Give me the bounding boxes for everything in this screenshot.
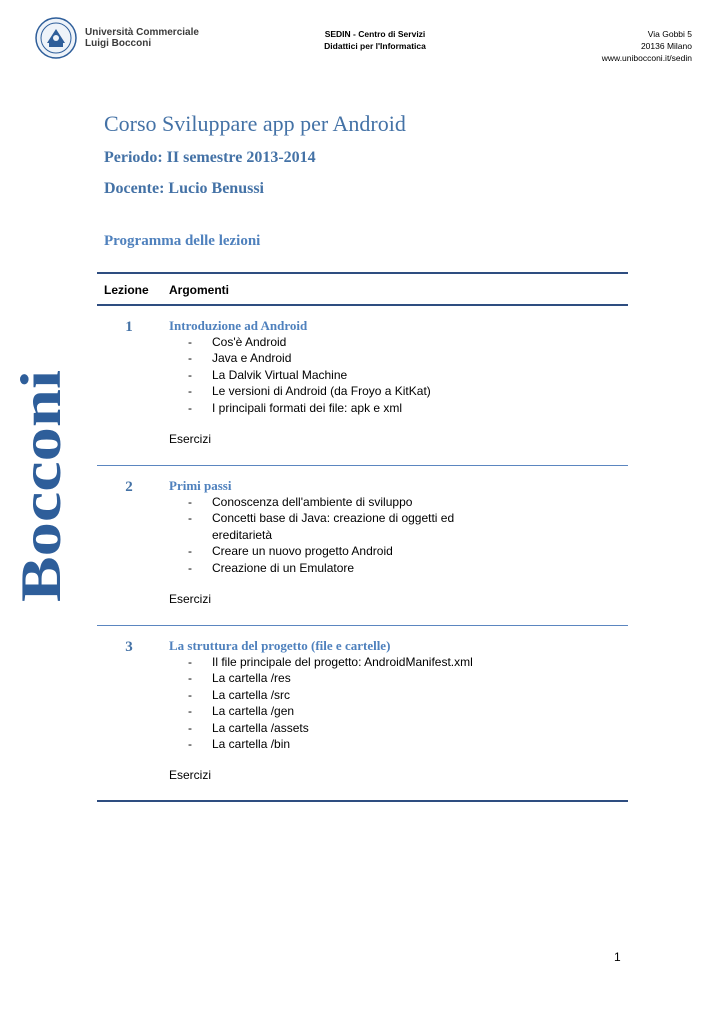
topic-item: - Conoscenza dell'ambiente di sviluppo <box>188 495 413 509</box>
department-name <box>290 28 460 52</box>
topic-item: - La cartella /assets <box>188 720 309 735</box>
course-period: Periodo: II semestre 2013-2014 <box>104 149 316 166</box>
course-title: Corso Sviluppare app per Android <box>104 111 406 136</box>
topic-text: La cartella /bin <box>212 737 291 752</box>
table-top-rule <box>97 272 628 274</box>
topic-text: I principali formati dei file: apk e xml <box>212 400 403 415</box>
topic-list <box>188 494 478 576</box>
column-header-lesson: Lezione <box>104 283 149 297</box>
topic-text: Le versioni di Android (da Froyo a KitKat) <box>212 384 431 399</box>
topic-text: La cartella /res <box>212 671 291 686</box>
lesson-title: Introduzione ad Android <box>169 318 308 333</box>
department-line1: SEDIN - Centro di Servizi <box>324 29 426 39</box>
side-brand-text: Bocconi <box>10 408 73 602</box>
topic-text: La cartella /assets <box>212 720 309 735</box>
topic-item: - La cartella /res <box>188 671 291 686</box>
lesson-number: 3 <box>125 639 133 655</box>
lesson-number: 1 <box>125 319 133 335</box>
address-block <box>602 28 692 64</box>
topic-text: Creazione di un Emulatore <box>212 560 355 575</box>
topic-item: - Cos'è Android <box>188 335 287 349</box>
topic-item: - Le versioni di Android (da Froyo a KitKat) <box>188 384 431 399</box>
table-bottom-rule <box>97 800 628 802</box>
column-header-topics: Argomenti <box>169 283 229 297</box>
topic-text: Java e Android <box>212 351 292 366</box>
topic-item: - Concetti base di Java: creazione di oggetti ed ereditarietà <box>188 511 455 542</box>
topic-text: Il file principale del progetto: AndroidManifest.xml <box>212 655 473 669</box>
topic-text: Concetti base di Java: creazione di oggetti ed ereditarietà <box>212 511 455 542</box>
table-header-rule <box>97 304 628 306</box>
lesson-title: Primi passi <box>169 478 232 493</box>
lesson-divider <box>97 465 628 466</box>
exercises-label: Esercizi <box>169 768 212 782</box>
exercises-label: Esercizi <box>169 592 212 606</box>
lesson-divider <box>97 625 628 626</box>
topic-item: - Java e Android <box>188 351 292 366</box>
page-number: 1 <box>614 950 621 964</box>
topic-list <box>188 654 488 752</box>
topic-item: - La cartella /src <box>188 687 291 702</box>
topic-item: - La Dalvik Virtual Machine <box>188 367 348 382</box>
topic-text: La cartella /gen <box>212 704 295 719</box>
topic-item: - La cartella /gen <box>188 704 295 719</box>
topic-item: - Creare un nuovo progetto Android <box>188 544 393 559</box>
topic-item: - I principali formati dei file: apk e xml <box>188 400 403 415</box>
topic-text: La Dalvik Virtual Machine <box>212 367 348 382</box>
topic-text: Conoscenza dell'ambiente di sviluppo <box>212 495 413 509</box>
department-line2: Didattici per l'Informatica <box>324 41 426 51</box>
university-seal-icon <box>35 17 77 59</box>
topic-text: La cartella /src <box>212 687 291 702</box>
exercises-label: Esercizi <box>169 432 212 446</box>
topic-text: Cos'è Android <box>212 335 287 349</box>
address-website: www.unibocconi.it/sedin <box>601 53 692 63</box>
university-name-line2: Luigi Bocconi <box>85 38 152 49</box>
address-city: 20136 Milano <box>640 41 692 51</box>
program-heading: Programma delle lezioni <box>104 233 261 249</box>
topic-item: - Il file principale del progetto: AndroidManifest.xml <box>188 655 473 669</box>
bocconi-side-logo <box>10 370 73 605</box>
topic-item: - Creazione di un Emulatore <box>188 560 355 575</box>
topic-list <box>188 334 488 416</box>
lesson-title: La struttura del progetto (file e cartelle) <box>169 638 391 653</box>
topic-item: - La cartella /bin <box>188 737 291 752</box>
course-teacher: Docente: Lucio Benussi <box>104 180 264 197</box>
address-street: Via Gobbi 5 <box>647 29 692 39</box>
lesson-number: 2 <box>125 479 133 495</box>
topic-text: Creare un nuovo progetto Android <box>212 544 393 559</box>
university-name-line1: Università Commerciale <box>85 27 199 38</box>
university-name <box>85 27 199 49</box>
